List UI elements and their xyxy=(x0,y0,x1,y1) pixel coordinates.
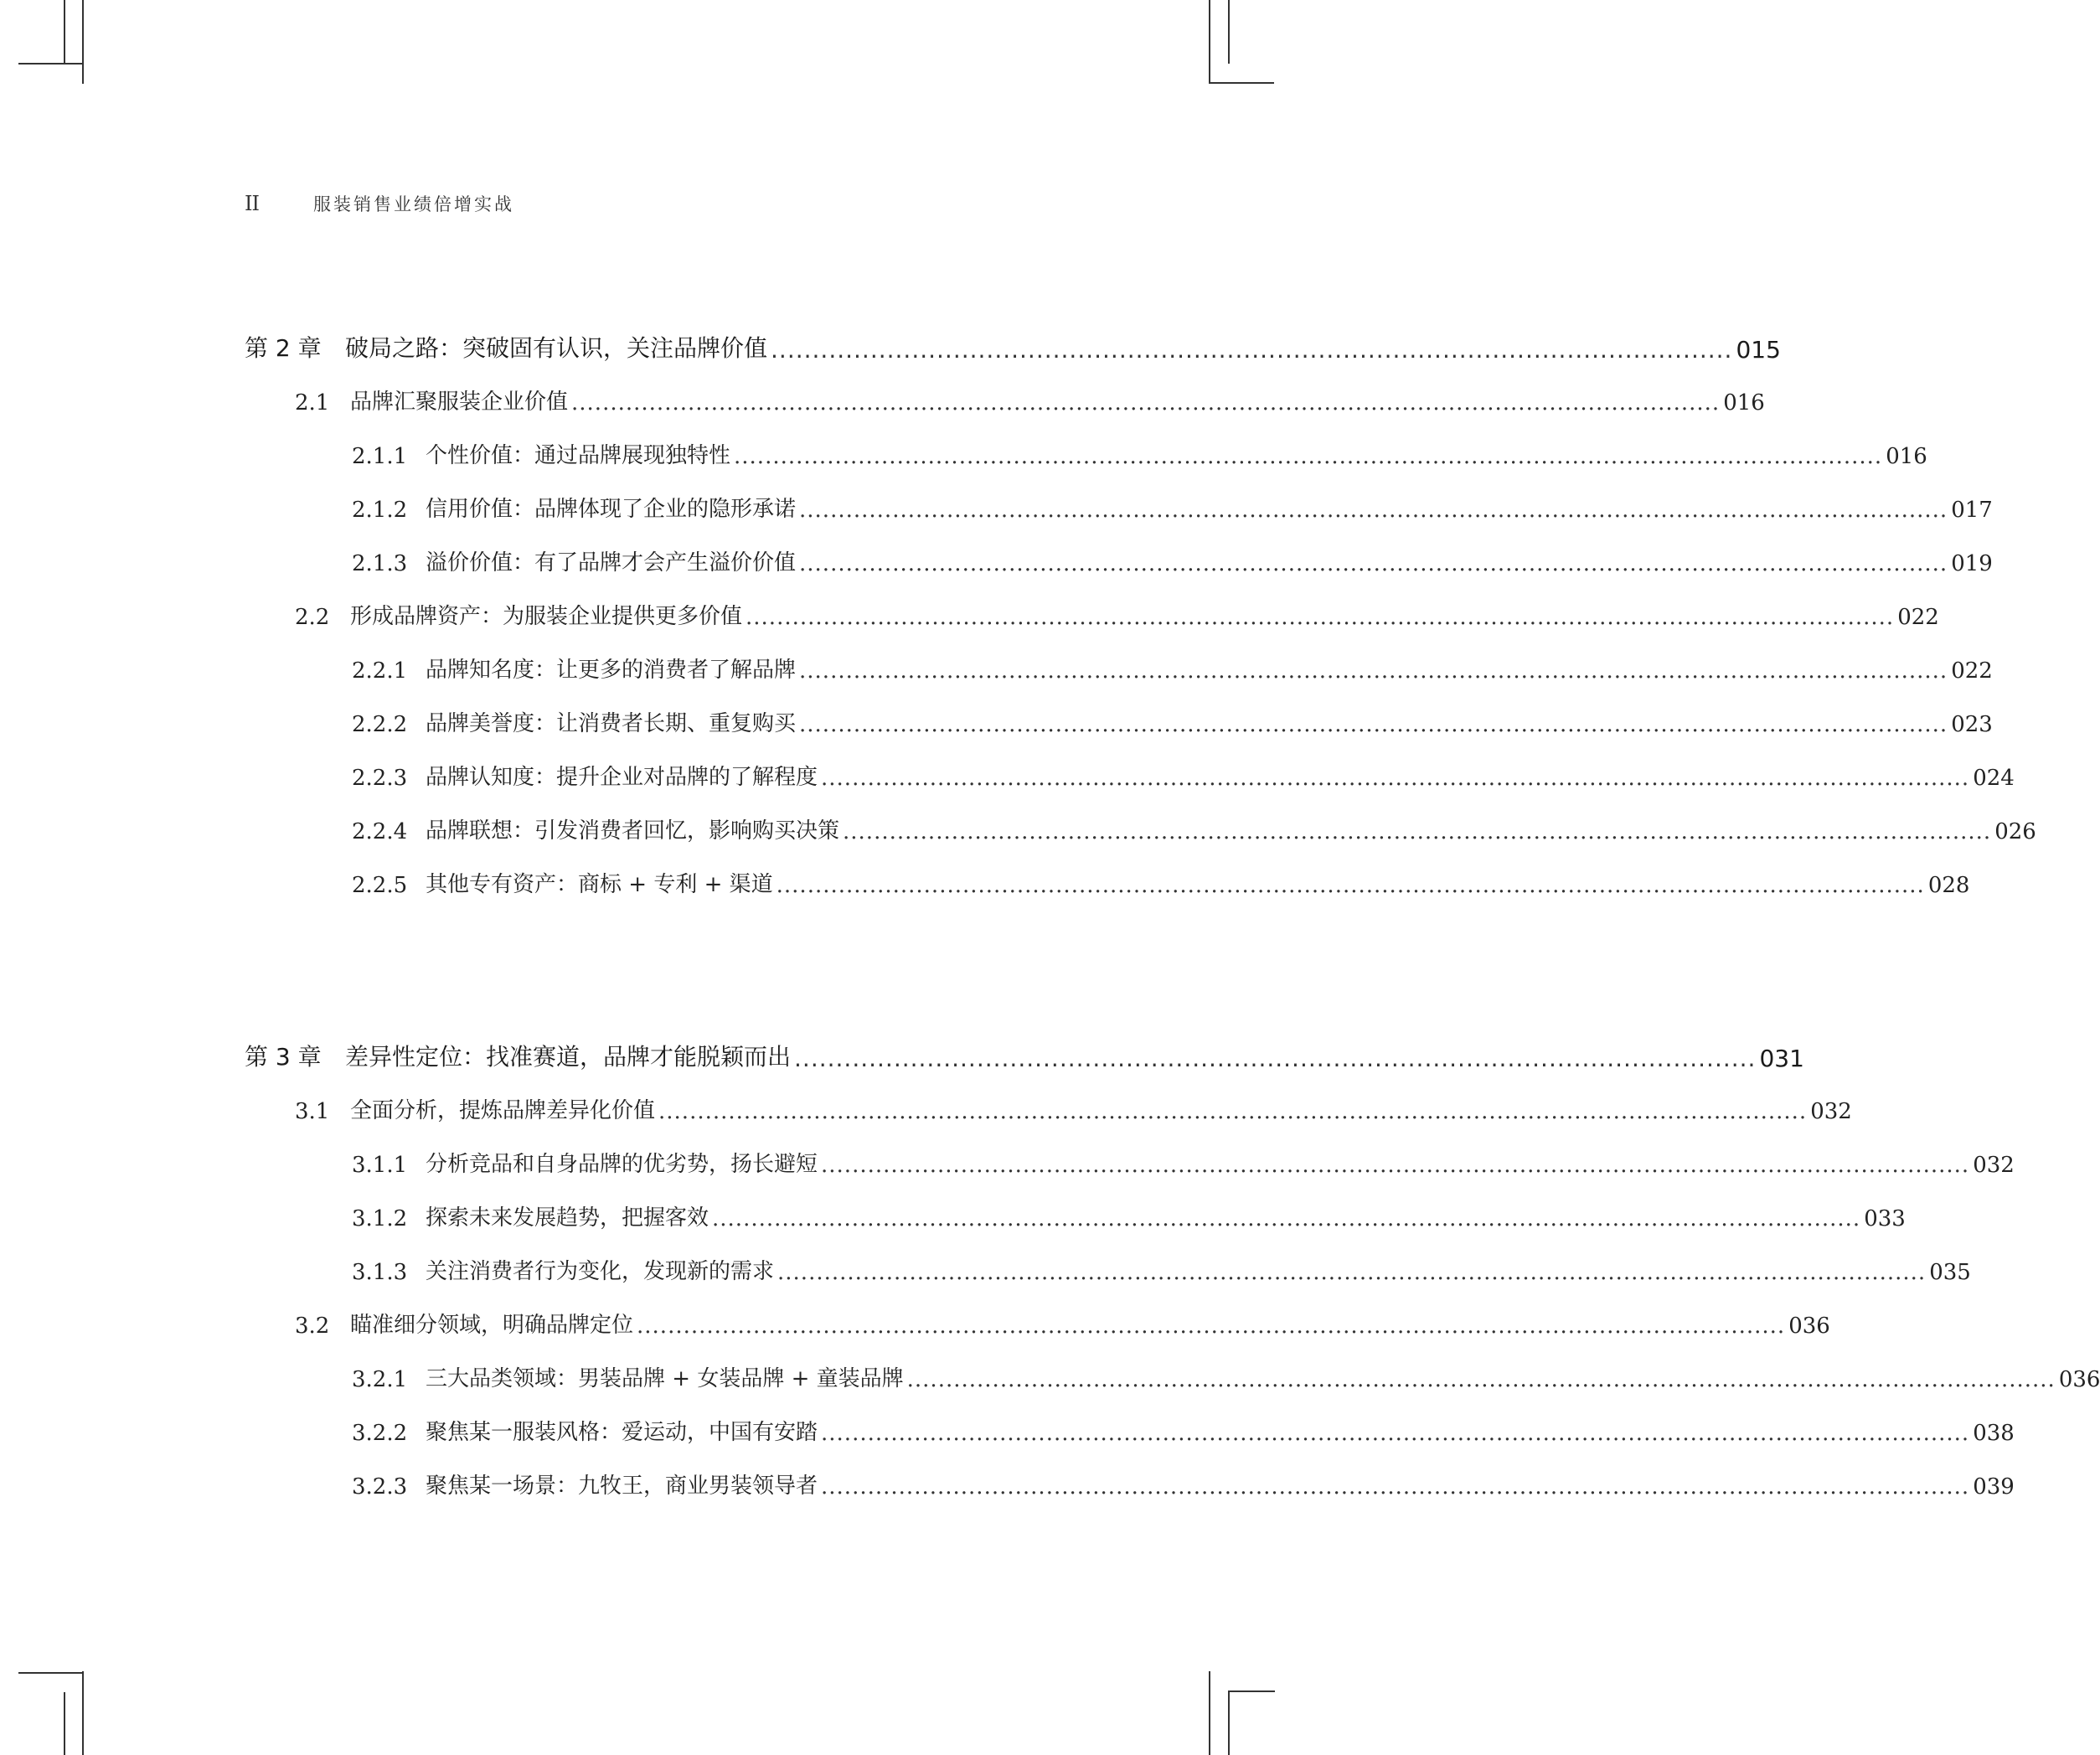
subsection-page: 019 xyxy=(1951,551,1993,576)
subsection-page: 032 xyxy=(1973,1153,2015,1178)
section-title: 瞄准细分领域，明确品牌定位 xyxy=(350,1313,634,1338)
crop-mark-top-right-horizontal xyxy=(1209,82,1274,84)
section-number: 2.2 xyxy=(295,605,330,630)
toc-subsection-entry[interactable] xyxy=(245,1201,1906,1231)
subsection-page: 038 xyxy=(1973,1421,2015,1446)
toc-chapter-entry[interactable] xyxy=(245,327,1781,364)
section-number: 2.1 xyxy=(295,390,330,416)
subsection-number: 2.2.4 xyxy=(352,819,408,844)
toc-subsection-entry[interactable] xyxy=(245,707,1993,737)
subsection-title: 探索未来发展趋势，把握客效 xyxy=(426,1205,709,1231)
subsection-title: 溢价价值：有了品牌才会产生溢价价值 xyxy=(426,550,797,576)
subsection-page: 028 xyxy=(1927,873,1970,898)
dot-leader: .................................................................................................................................................... xyxy=(799,658,1948,684)
section-title: 品牌汇聚服装企业价值 xyxy=(350,390,569,415)
crop-mark-bottom-right-horizontal xyxy=(1228,1690,1275,1692)
toc-subsection-entry[interactable] xyxy=(245,814,2036,844)
dot-leader: .................................................................................................................................................... xyxy=(776,873,1925,898)
subsection-title: 聚焦某一服装风格：爱运动，中国有安踏 xyxy=(426,1420,818,1445)
dot-leader: .................................................................................................................................................... xyxy=(746,605,1895,630)
toc-chapter-entry[interactable] xyxy=(245,1035,1804,1072)
subsection-page: 026 xyxy=(1994,819,2036,844)
subsection-page: 033 xyxy=(1864,1206,1906,1231)
dot-leader: .................................................................................................................................................... xyxy=(734,444,1883,469)
subsection-number: 2.2.2 xyxy=(352,712,408,737)
toc-subsection-entry[interactable] xyxy=(245,868,1970,898)
section-page: 032 xyxy=(1810,1099,1852,1124)
subsection-title: 三大品类领域：男装品牌 + 女装品牌 + 童装品牌 xyxy=(426,1366,904,1391)
section-number: 3.1 xyxy=(295,1099,330,1124)
subsection-number: 3.1.3 xyxy=(352,1260,408,1285)
dot-leader: .................................................................................................................................................... xyxy=(821,1153,1970,1178)
chapter-title: 差异性定位：找准赛道，品牌才能脱颖而出 xyxy=(345,1043,792,1071)
book-title: 服装销售业绩倍增实战 xyxy=(313,194,514,214)
subsection-page: 023 xyxy=(1951,712,1993,737)
crop-mark-top-left-horizontal xyxy=(18,63,84,65)
dot-leader: .................................................................................................................................................... xyxy=(571,390,1721,416)
subsection-number: 3.1.1 xyxy=(352,1153,408,1178)
chapter-number: 第 3 章 xyxy=(245,1043,322,1071)
crop-mark-bottom-left-inner-vertical xyxy=(64,1692,65,1755)
crop-mark-bottom-right-vertical xyxy=(1209,1671,1210,1755)
subsection-page: 035 xyxy=(1929,1260,1971,1285)
section-number: 3.2 xyxy=(295,1314,330,1339)
crop-mark-top-right-vertical xyxy=(1209,0,1210,84)
subsection-number: 3.1.2 xyxy=(352,1206,408,1231)
dot-leader: .................................................................................................................................................... xyxy=(799,498,1948,523)
toc-subsection-entry[interactable] xyxy=(245,1416,2015,1446)
section-page: 016 xyxy=(1723,390,1765,416)
crop-mark-bottom-right-inner-vertical xyxy=(1228,1690,1230,1755)
dot-leader: .................................................................................................................................................... xyxy=(821,1421,1970,1446)
dot-leader: .................................................................................................................................................... xyxy=(843,819,1992,844)
dot-leader: .................................................................................................................................................... xyxy=(658,1099,1808,1124)
subsection-page: 036 xyxy=(2058,1367,2100,1392)
dot-leader: .................................................................................................................................................... xyxy=(821,1474,1970,1499)
dot-leader: .................................................................................................................................................... xyxy=(777,1260,1927,1285)
subsection-title: 个性价值：通过品牌展现独特性 xyxy=(426,443,731,468)
dot-leader: .................................................................................................................... xyxy=(771,336,1733,364)
subsection-title: 品牌知名度：让更多的消费者了解品牌 xyxy=(426,658,797,683)
section-title: 形成品牌资产：为服装企业提供更多价值 xyxy=(350,604,743,629)
toc-section-entry[interactable] xyxy=(245,1309,1830,1339)
dot-leader: .................................................................................................................................................... xyxy=(637,1314,1786,1339)
toc-subsection-entry[interactable] xyxy=(245,1469,2015,1499)
chapter-page: 031 xyxy=(1759,1045,1804,1072)
subsection-number: 2.2.3 xyxy=(352,766,408,791)
subsection-number: 2.1.2 xyxy=(352,498,408,523)
dot-leader: .................................................................................................................................................... xyxy=(712,1206,1861,1231)
subsection-title: 分析竞品和自身品牌的优劣势，扬长避短 xyxy=(426,1152,818,1177)
subsection-title: 其他专有资产：商标 + 专利 + 渠道 xyxy=(426,872,773,897)
section-title: 全面分析，提炼品牌差异化价值 xyxy=(350,1098,656,1123)
subsection-title: 品牌美誉度：让消费者长期、重复购买 xyxy=(426,711,797,736)
dot-leader: .................................................................................................................................................... xyxy=(799,712,1948,737)
subsection-number: 2.2.1 xyxy=(352,658,408,684)
subsection-page: 017 xyxy=(1951,498,1993,523)
dot-leader: .................................................................................................................... xyxy=(794,1045,1757,1072)
subsection-title: 品牌联想：引发消费者回忆，影响购买决策 xyxy=(426,818,840,844)
chapter-title: 破局之路：突破固有认识，关注品牌价值 xyxy=(345,334,768,362)
toc-subsection-entry[interactable] xyxy=(245,439,1927,469)
dot-leader: .................................................................................................................................................... xyxy=(821,766,1970,791)
toc-section-entry[interactable] xyxy=(245,1094,1852,1124)
crop-mark-top-left-inner-vertical xyxy=(64,0,65,64)
subsection-title: 聚焦某一场景：九牧王，商业男装领导者 xyxy=(426,1474,818,1499)
crop-mark-top-left-vertical xyxy=(82,0,84,84)
page-number: II xyxy=(245,192,259,215)
subsection-title: 关注消费者行为变化，发现新的需求 xyxy=(426,1259,775,1284)
subsection-title: 品牌认知度：提升企业对品牌的了解程度 xyxy=(426,765,818,790)
chapter-number: 第 2 章 xyxy=(245,334,322,362)
subsection-number: 2.2.5 xyxy=(352,873,408,898)
section-page: 036 xyxy=(1788,1314,1830,1339)
subsection-number: 3.2.3 xyxy=(352,1474,408,1499)
section-page: 022 xyxy=(1897,605,1939,630)
subsection-number: 3.2.2 xyxy=(352,1421,408,1446)
crop-mark-top-right-inner-vertical xyxy=(1228,0,1230,64)
toc-section-entry[interactable] xyxy=(245,385,1765,416)
running-header xyxy=(245,191,514,216)
toc-subsection-entry[interactable] xyxy=(245,1362,2100,1392)
toc-subsection-entry[interactable] xyxy=(245,761,2015,791)
subsection-number: 2.1.3 xyxy=(352,551,408,576)
toc-subsection-entry[interactable] xyxy=(245,653,1993,684)
subsection-number: 3.2.1 xyxy=(352,1367,408,1392)
toc-subsection-entry[interactable] xyxy=(245,493,1993,523)
dot-leader: .................................................................................................................................................... xyxy=(906,1367,2056,1392)
subsection-title: 信用价值：品牌体现了企业的隐形承诺 xyxy=(426,497,797,522)
toc-section-entry[interactable] xyxy=(245,600,1939,630)
subsection-page: 016 xyxy=(1886,444,1927,469)
toc-subsection-entry[interactable] xyxy=(245,546,1993,576)
chapter-page: 015 xyxy=(1736,336,1781,364)
subsection-page: 024 xyxy=(1973,766,2015,791)
crop-mark-bottom-left-horizontal xyxy=(18,1672,84,1674)
subsection-page: 022 xyxy=(1951,658,1993,684)
toc-subsection-entry[interactable] xyxy=(245,1255,1971,1285)
subsection-page: 039 xyxy=(1973,1474,2015,1499)
toc-subsection-entry[interactable] xyxy=(245,1148,2015,1178)
crop-mark-bottom-left-vertical xyxy=(82,1671,84,1755)
subsection-number: 2.1.1 xyxy=(352,444,408,469)
dot-leader: .................................................................................................................................................... xyxy=(799,551,1948,576)
